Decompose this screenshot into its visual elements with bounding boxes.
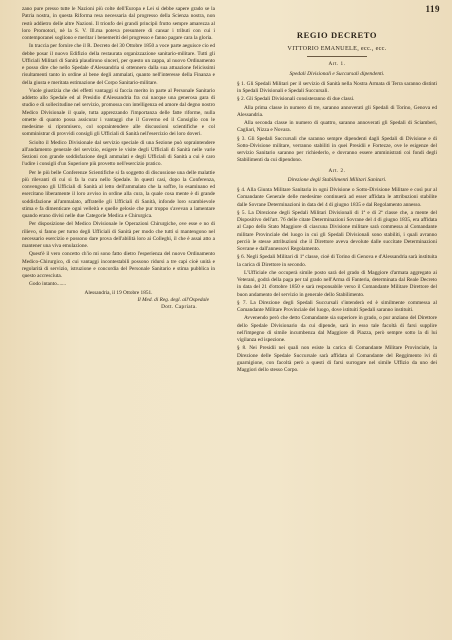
paragraph: Alla seconda classe in numero di quattro, saranno annoverati gli Spedali di Sciamberi, Cagliari, Nizza e Novara.	[237, 120, 437, 134]
right-column	[237, 30, 437, 630]
paragraph: Avvenendo però che detto Comandante sia superiore in grado, o pur anziano del Direttore dello Spedale Divisionario da cui dipende, sarà in esso tale facoltà di farsi supplire nell'impegno di simile incumbenza dal Maggiore di Piazza, però sempre sotto la di lui vigilanza ed ispezione.	[237, 315, 437, 343]
paragraph: Godo intanto.......	[29, 281, 67, 288]
article-label: Art. 2.	[328, 167, 346, 174]
king-line: VITTORIO EMANUELE, ecc., ecc.	[287, 45, 387, 52]
paragraph: zano pure presso tutte le Nazioni più colte dell'Europa e Lei si debbe sapere grado se la Patria nostra, in questa Riforma resa necessaria dal progresso della Scienza nostra, non restò addietro delle altre Nazioni. Il trionfo dei grandi principii frutto sempre amarezza al loro Promotori, nè la S. V. Ill.ma poteva presumere di cansar i tributi con cui i contemporanei sogliono e meritar i benemeriti del progresso e fanno pagare cara la gloria.	[22, 6, 215, 41]
paragraph: Alla prima classe in numero di tre, saranno annoverati gli Spedali di Torino, Genova ed Alessandria.	[237, 104, 437, 118]
paragraph: L'Ufficiale che occuperà simile posto sarà del grado di Maggiore d'armata aggregato ai Veterani, godrà della paga per tal grado nell'Arma di Fanteria, determinata dal Reale Decreto in data del 21 d'ottobre 1850 e sarà responsabile verso il Comandante Militare Direttore del buon andamento del servizio in generale dello Stabilimento.	[237, 269, 437, 298]
paragraph: In traccia per fornire che il R. Decreto del 30 Ottobre 1850 a voce parte aeguisce cio ed debbe posar il nuovo Edifizio della restaurata organizzazione sanitario-militare. Tutti gli Ufficiali Militari di Sanità plaudirono sinceri, per questo un zappa, al nuovo Ordinamento e posso dire che nello Spedale d'Alessandria si ottennero dalla sua attuazione felicissimi risultamenti tanto in ordine al bene degli ammalati, quanto nell'interesse della Finanza e della giusta e meritata estimazione del Corpo Sanitario-militare.	[22, 43, 215, 86]
date-line: Alessandria, il 19 Ottobre 1851.	[84, 289, 153, 296]
paragraph: § 3. Gli Spedali Succursali che saranno sempre dipendenti dagli Spedali di Divisione e di Sotto-Divisione militare, verranno stabiliti in quei Presidii e Fortezze, ove le esigenze del servizio Sanitario saranno per richiederlo, e dovranno essere amministrati coi fondi degli Stabilimenti da cui dipendono.	[237, 135, 437, 164]
decree-heading: REGIO DECRETO	[296, 30, 378, 40]
paragraph: § 8. Nei Presidii nei quali non esiste la carica di Comandante Militare Provinciale, la Direzione delle Spedale Succursale sarà affidata al Comandante del Reggimento ivi di guarnigione, con facoltà però a questi di farsi surrogare nel simile Uffizio da uno dei Maggiori dello stesso Corpo.	[237, 345, 437, 373]
section-title: Spedali Divisionali e Succursali dipendenti.	[289, 70, 385, 77]
divider	[307, 56, 367, 57]
page-number: 119	[425, 4, 440, 14]
paragraph: Per disposizione del Medico Divisionale le Operazioni Chirurgiche, ove esse e no di rilievo, si fanno per turno degli Ufficiali di Sanità per modo che tutti si mantengono nel necessario esercizio e possono dare prova dell'abilità loro ai Colleghi, il che è assai atto a mantener una viva emulazione.	[22, 221, 215, 249]
paragraph: § 2. Gli Spedali Divisionali consisteranno di due classi.	[237, 96, 355, 103]
paragraph: Per le più belle Conferenze Scientifiche si fa soggetto di discussione una delle malattie più rilevanti di cui si fa la cura nello Spedale. In questi casi, dopo la Conferenza, convengono gli Ufficiali di Sanità al letto dell'ammalato che la soffre, lo esaminano ed esercitano liberamente il loro avviso in ordine alla cura, la quale cosa mente è di grande soddisfazione all'ammalato, affratelle gli Ufficiali di Sanità, infonde loro scambievole stima e fa dimenticare ogni velleità e quelle gelosie che pur troppo s'avevan a lamentare quando erano divisi nelle due Categorie Medica e Chirurgica.	[22, 169, 215, 219]
paragraph: Sciolto il Medico Divisionale dal servizio speciale di una Sezione può sopraintendere all'andamento generale del servizio, esigere le visite degli Ufficiali di Sanità nelle varie Sezioni con grande soddisfazione degli ammalati e degli Ufficiali di Sanità a cui è caro l'udire i consigli d'un Superiore più provetto nell'esercizio pratico.	[22, 139, 215, 168]
section-title: Direzione degli Stabilimenti Militari Sanitari.	[287, 176, 387, 183]
paragraph: § 6. Negli Spedali Militari di 1ª classe, cioè di Torino di Genova e d'Alessandria sarà instituita la carica di Direttore in secondo.	[237, 254, 437, 268]
article-label: Art. 1.	[328, 61, 346, 68]
paragraph: § 5. La Direzione degli Spedali Militari Divisionali di 1ª e di 2ª classe che, a mente del Dispositivo dell'art. 76 delle citate Determinazioni Sovrane del 4 di giugno 1835, era affidata al Capo dello Stato Maggiore di ciascuna Divisione militare sarà commessa al Comandante militare Provinciale del luogo in cui gli Spedali Divisionali sono stabiliti, i quali avranno perciò le stesse attribuzioni che il Direttore aveva devolute dalle succitate Determinazioni Sovrane e dall'annessovi Regolamento.	[237, 209, 437, 252]
paragraph: Vuole giustizia che dei effetti vantaggi si faccia merito in parte al Personale Sanitario addetto allo Spedale ed al Presidio d'Alessandria fra cui nacque una generosa gara di studio e di sollecitudine nel servizio, promossa con intelligenza ed amore dal degno nostro Medico Divisionale il quale, tutta apprezzando l'importanza delle fatte riforme, nulla omette di quanto possa assicurar i vantaggi che il Governo ed il Consiglio con le medesime si ripromisero, col sopraintendere alle discussioni scientifiche e col somministrar di provvidi consigli gli Ufficiali di Sanità nell'esercizio dei loro doveri.	[22, 87, 215, 138]
paragraph: § 4. Alla Giunta Militare Sanitaria in ogni Divisione o Sotto-Divisione Militare e così pur al Comandante Generale delle medesime continuerà ad esser affidata le attribuzioni stabilite dalle Sovrane Determinazioni in data del 4 di giugno 1835 e dal Regolamento annesso.	[237, 187, 437, 208]
paragraph: § 7. La Direzione degli Spedali Succursali s'intenderà ed è similmente commessa al Comandante Militare Provinciale del luogo, dove istituiti Spedali saranno instituiti.	[237, 299, 437, 313]
paragraph: Quest'è il vero concetto ch'io mi sono fatto dietro l'esperienza del nuovo Ordinamento Medico-Chirurgico, di cui vantaggi incontestabili possono ridursi a tre capi cioè unità e regolarità di servizio, istruzione e concordia del Personale Sanitario e stima pubblica in questo accresciuta.	[22, 251, 215, 279]
left-column	[22, 6, 215, 630]
signature-name: Dott. Capriata.	[161, 304, 197, 310]
signature-line: Il Med. di Reg. degl. all'Ospedale	[137, 296, 209, 303]
paragraph: § 1. Gli Spedali Militari per il servizio di Sanità nella Nostra Armata di Terra saranno distinti in Spedali Divisionali e Spedali Succursali.	[237, 80, 437, 94]
